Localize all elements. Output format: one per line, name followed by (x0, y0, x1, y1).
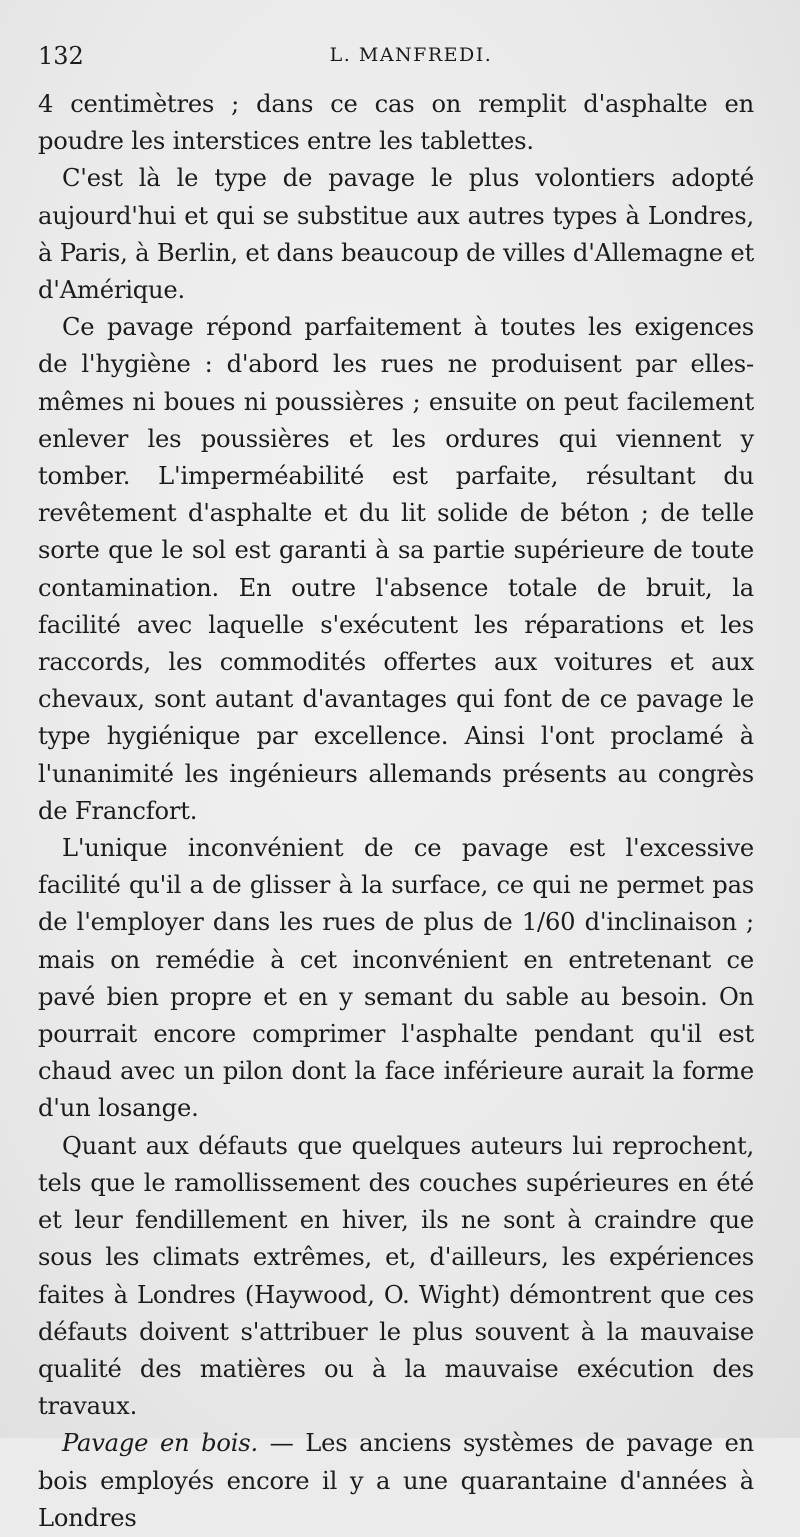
section-heading-wood-paving: Pavage en bois. (62, 1429, 258, 1458)
paragraph-inconvenience: L'unique inconvénient de ce pavage est l'excessive facilité qu'il a de glisser à la surface, ce qui ne permet pas de l'employer dans les rues de plus de 1/60 d'inclinaison ; mais on remédie à cet inconvénient en entretenant ce pavé bien propre et en y semant du sable au besoin. On pourrait encore comprimer l'asphalte pendant qu'il est chaud avec un pilon dont la face inférieure aurait la forme d'un losange. (38, 834, 754, 1123)
paragraph-continued: 4 centimètres ; dans ce cas on remplit d'asphalte en poudre les interstices entre les tablettes. (38, 90, 754, 156)
page-number: 132 (38, 42, 84, 70)
paragraph-paving-type: C'est là le type de pavage le plus volontiers adopté aujourd'hui et qui se substitue aux autres types à Londres, à Paris, à Berlin, et dans beaucoup de villes d'Allemagne et d'Amérique. (38, 164, 754, 305)
paragraph-wood-paving (38, 1425, 754, 1537)
wood-paving-text: — Les anciens systèmes de pavage en bois employés encore il y a une quarantaine d'années à Londres (38, 1429, 754, 1532)
body-text (38, 86, 754, 1537)
running-title: L. MANFREDI. (329, 44, 493, 66)
paragraph-hygiene: Ce pavage répond parfaitement à toutes les exigences de l'hygiène : d'abord les rues ne produisent par elles-mêmes ni boues ni poussières ; ensuite on peut facilement enlever les poussières et les ordures qui viennent y tomber. L'imperméabilité est parfaite, résultant du revêtement d'asphalte et du lit solide de béton ; de telle sorte que le sol est garanti à sa partie supérieure de toute contamination. En outre l'absence totale de bruit, la facilité avec laquelle s'exécutent les réparations et les raccords, les commodités offertes aux voitures et aux chevaux, sont autant d'avantages qui font de ce pavage le type hygiénique par excellence. Ainsi l'ont proclamé à l'unanimité les ingénieurs allemands présents au congrès de Francfort. (38, 313, 754, 825)
running-head (38, 30, 754, 80)
paragraph-defects: Quant aux défauts que quelques auteurs lui reprochent, tels que le ramollissement des couches supérieures en été et leur fendillement en hiver, ils ne sont à craindre que sous les climats extrêmes, et, d'ailleurs, les expériences faites à Londres (Haywood, O. Wight) démontrent que ces défauts doivent s'attribuer le plus souvent à la mauvaise qualité des matières ou à la mauvaise exécution des travaux. (38, 1131, 754, 1421)
